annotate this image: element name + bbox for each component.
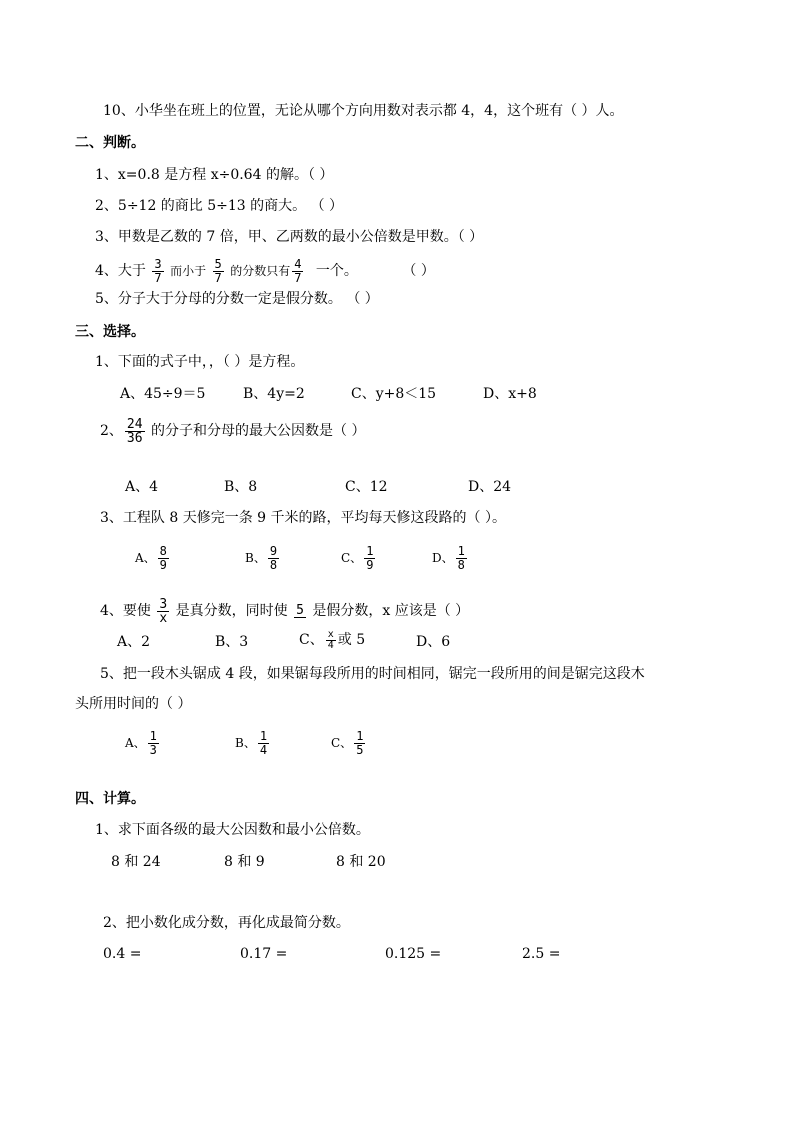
fraction-1-5 bbox=[354, 730, 365, 757]
fraction-denominator: x bbox=[159, 610, 168, 626]
choice-q4-stem bbox=[100, 596, 469, 626]
fraction-denominator: 5 bbox=[356, 743, 364, 757]
choice-q4-option-b: B、3 bbox=[215, 634, 249, 650]
fraction-denominator: 8 bbox=[457, 558, 465, 572]
choice-q2-option-d: D、24 bbox=[468, 479, 512, 495]
fraction-denominator: 8 bbox=[269, 558, 278, 572]
fraction-numerator: 1 bbox=[259, 729, 268, 743]
fraction-denominator: 4 bbox=[259, 743, 268, 757]
judge-item-5: 5、分子大于分母的分数一定是假分数。 （ ） bbox=[95, 291, 379, 307]
choice-q5-line2: 头所用时间的（ ） bbox=[75, 696, 192, 712]
option-letter: A、 bbox=[135, 551, 156, 565]
choice-q4-option-d: D、6 bbox=[416, 634, 451, 650]
calc-q2-item-a: 0.4 = bbox=[103, 946, 142, 962]
calc-q1-pair-2: 8 和 9 bbox=[224, 854, 265, 870]
choice-q1-option-a: A、45÷9＝5 bbox=[120, 386, 206, 402]
calc-q2-item-b: 0.17 = bbox=[240, 946, 288, 962]
choice-q3-option-d bbox=[432, 542, 469, 574]
choice-q2-option-a: A、4 bbox=[125, 479, 159, 495]
fraction-numerator: 24 bbox=[126, 416, 143, 432]
option-letter: B、 bbox=[235, 736, 256, 750]
fraction-1-8 bbox=[456, 545, 467, 572]
section-judge-title: 二、判断。 bbox=[75, 135, 145, 151]
fraction-5-blank bbox=[294, 604, 306, 618]
fraction-denominator: 3 bbox=[149, 743, 157, 757]
fraction-denominator: 9 bbox=[366, 558, 374, 572]
fraction-numerator: 8 bbox=[159, 544, 167, 558]
fraction-denominator: 7 bbox=[154, 270, 162, 285]
fraction-numerator: 5 bbox=[296, 603, 304, 618]
judge-4-text-e: 一个。 bbox=[315, 263, 358, 279]
choice-q2-option-b: B、8 bbox=[224, 479, 258, 495]
option-letter: A、 bbox=[125, 736, 146, 750]
fraction-denominator: 36 bbox=[126, 430, 143, 446]
option-letter: B、 bbox=[245, 551, 266, 565]
fraction-1-4 bbox=[258, 730, 269, 757]
option-letter: D、 bbox=[432, 551, 454, 565]
fraction-numerator: 3 bbox=[154, 256, 162, 271]
choice-q4-mid: 是真分数，同时使 bbox=[175, 603, 288, 619]
fraction-8-9 bbox=[158, 545, 169, 572]
fraction-denominator: 7 bbox=[214, 270, 222, 285]
section-calc-title: 四、计算。 bbox=[75, 791, 145, 807]
fraction-3-7 bbox=[152, 258, 163, 285]
choice-q4-post: 是假分数，x 应该是（ ） bbox=[312, 603, 470, 619]
option-letter: C、 bbox=[341, 551, 363, 565]
judge-4-paren: （ ） bbox=[402, 263, 435, 279]
choice-q3-option-b bbox=[245, 542, 281, 574]
choice-q5-option-a bbox=[125, 727, 161, 759]
section-choice-title: 三、选择。 bbox=[75, 324, 145, 340]
fraction-4-7 bbox=[292, 258, 303, 285]
choice-q2-pre: 2、 bbox=[100, 423, 123, 439]
fraction-numerator: 9 bbox=[269, 544, 278, 558]
choice-q2-option-c: C、12 bbox=[345, 479, 388, 495]
fraction-numerator: 1 bbox=[149, 729, 157, 743]
choice-q3-stem: 3、工程队 8 天修完一条 9 千米的路，平均每天修这段路的（ ）。 bbox=[100, 510, 506, 526]
judge-4-text-a: 4、大于 bbox=[95, 263, 146, 279]
fraction-24-36 bbox=[125, 418, 145, 445]
judge-item-3: 3、甲数是乙数的 7 倍，甲、乙两数的最小公倍数是甲数。（ ） bbox=[95, 229, 484, 245]
fraction-x-4 bbox=[326, 630, 336, 651]
choice-q1-stem: 1、下面的式子中，，（ ）是方程。 bbox=[95, 354, 305, 370]
fraction-numerator: 4 bbox=[294, 256, 302, 271]
choice-q4-option-c bbox=[299, 626, 365, 654]
fraction-9-8 bbox=[268, 545, 279, 572]
choice-q5-option-b bbox=[235, 727, 271, 759]
calc-q2-item-d: 2.5 = bbox=[522, 946, 561, 962]
option-c-suffix: 或 5 bbox=[337, 632, 366, 648]
choice-q4-pre: 4、要使 bbox=[100, 603, 151, 619]
judge-item-1: 1、x=0.8 是方程 x÷0.64 的解。（ ） bbox=[95, 167, 334, 183]
choice-q2-stem bbox=[100, 415, 365, 447]
judge-4-text-c: 的分数只有 bbox=[230, 264, 291, 278]
choice-q1-option-b: B、4y=2 bbox=[243, 386, 305, 402]
choice-q3-option-a bbox=[135, 542, 171, 574]
option-letter: C、 bbox=[331, 736, 353, 750]
fraction-denominator: 4 bbox=[327, 639, 334, 651]
fraction-denominator: 7 bbox=[294, 270, 302, 285]
calc-q2-item-c: 0.125 = bbox=[385, 946, 442, 962]
fraction-numerator: x bbox=[327, 628, 334, 640]
fraction-numerator: 3 bbox=[159, 596, 168, 612]
fraction-1-9 bbox=[364, 545, 375, 572]
judge-4-text-b: 而小于 bbox=[170, 264, 207, 278]
judge-item-2: 2、5÷12 的商比 5÷13 的商大。 （ ） bbox=[95, 198, 344, 214]
choice-q1-option-c: C、y+8＜15 bbox=[351, 386, 437, 402]
fraction-5-7 bbox=[213, 258, 224, 285]
fraction-denominator: 9 bbox=[159, 558, 167, 572]
fraction-1-3 bbox=[148, 730, 159, 757]
fraction-numerator: 1 bbox=[356, 729, 364, 743]
calc-q1-stem: 1、求下面各级的最大公因数和最小公倍数。 bbox=[95, 822, 370, 838]
choice-q5-line1: 5、把一段木头锯成 4 段，如果锯每段所用的时间相同，锯完一段所用的间是锯完这段木 bbox=[100, 666, 645, 682]
choice-q4-option-a: A、2 bbox=[117, 634, 151, 650]
calc-q1-pair-1: 8 和 24 bbox=[111, 854, 161, 870]
fraction-numerator: 1 bbox=[457, 544, 465, 558]
choice-q2-post: 的分子和分母的最大公因数是（ ） bbox=[151, 423, 366, 439]
choice-q3-option-c bbox=[341, 542, 377, 574]
calc-q2-stem: 2、把小数化成分数，再化成最简分数。 bbox=[103, 915, 350, 931]
judge-item-4 bbox=[95, 256, 435, 286]
choice-q5-option-c bbox=[331, 727, 367, 759]
fraction-3-x bbox=[157, 598, 169, 625]
fraction-numerator: 5 bbox=[214, 256, 222, 271]
question-10: 10、小华坐在班上的位置，无论从哪个方向用数对表示都 4，4，这个班有（ ）人。 bbox=[103, 103, 624, 119]
calc-q1-pair-3: 8 和 20 bbox=[336, 854, 386, 870]
option-letter: C、 bbox=[299, 632, 324, 648]
fraction-numerator: 1 bbox=[366, 544, 374, 558]
choice-q1-option-d: D、x+8 bbox=[483, 386, 537, 402]
